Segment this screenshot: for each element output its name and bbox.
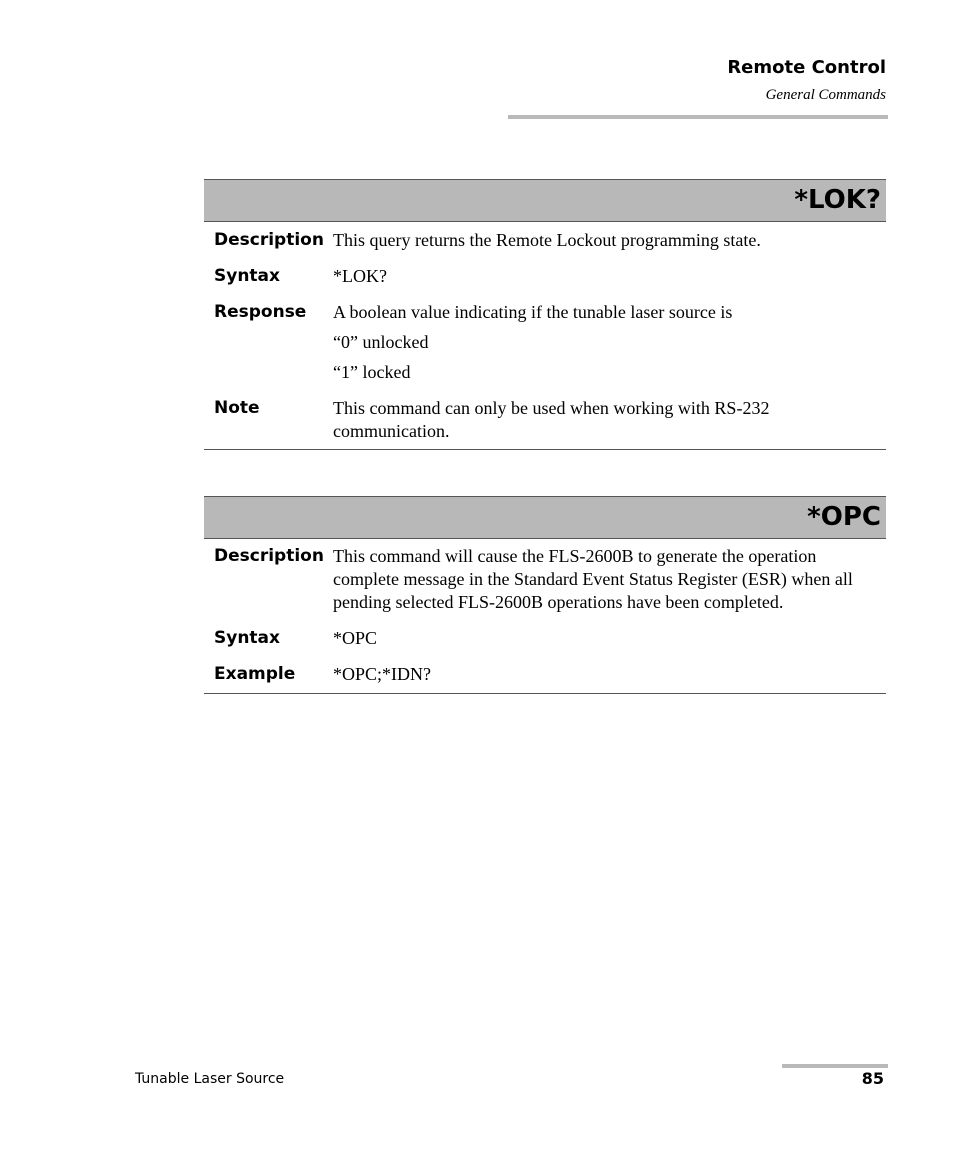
response-value-unlocked: “0” unlocked (333, 332, 429, 352)
syntax-row (204, 265, 886, 301)
command-heading-bar (204, 179, 886, 222)
document-title: Tunable Laser Source (135, 1071, 285, 1087)
description-text: This query returns the Remote Lockout programming state. (333, 230, 761, 250)
syntax-label: Syntax (214, 266, 280, 286)
command-block-opc (204, 496, 886, 694)
description-row (204, 229, 886, 265)
chapter-title: Remote Control (727, 57, 886, 78)
syntax-label: Syntax (214, 628, 280, 648)
note-text: This command can only be used when working with RS-232 communication. (333, 398, 770, 441)
description-text: This command will cause the FLS-2600B to generate the operation complete message in the Standard Event Status Register (ESR) when all pending selected FLS-2600B operations have been completed. (333, 546, 853, 612)
response-cell (333, 301, 886, 397)
command-block-lok (204, 179, 886, 450)
command-details (204, 229, 886, 443)
command-end-rule (204, 449, 886, 450)
note-row (204, 397, 886, 443)
command-heading-bar (204, 496, 886, 539)
note-label: Note (214, 398, 260, 418)
example-text: *OPC;*IDN? (333, 664, 431, 684)
response-text: A boolean value indicating if the tunable laser source is (333, 302, 733, 322)
description-row (204, 545, 886, 627)
command-name: *LOK? (794, 185, 881, 215)
page-number: 85 (861, 1069, 884, 1088)
syntax-text: *LOK? (333, 266, 387, 286)
description-label: Description (214, 230, 324, 250)
command-end-rule (204, 693, 886, 694)
description-label: Description (214, 546, 324, 566)
command-details (204, 545, 886, 686)
response-label: Response (214, 302, 307, 322)
footer-rule (782, 1064, 888, 1068)
command-name: *OPC (807, 502, 881, 532)
syntax-row (204, 627, 886, 663)
section-title: General Commands (765, 87, 886, 103)
syntax-text: *OPC (333, 628, 378, 648)
header-rule (508, 115, 888, 119)
example-label: Example (214, 664, 296, 684)
response-value-locked: “1” locked (333, 362, 411, 382)
example-row (204, 663, 886, 686)
response-row (204, 301, 886, 397)
